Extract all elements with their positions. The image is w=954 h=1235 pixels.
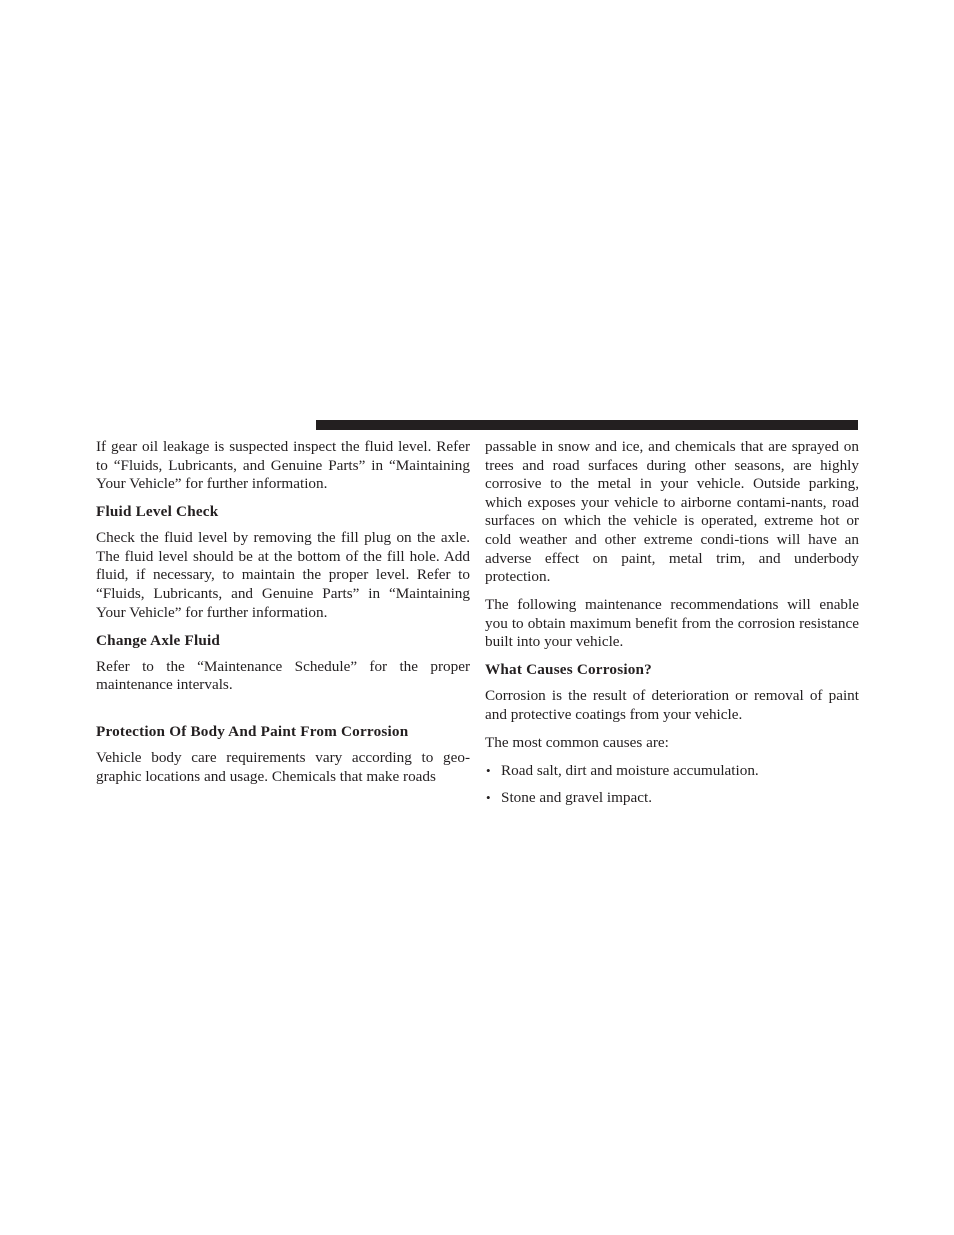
recommendations-paragraph: The following maintenance recommendations will enable you to obtain maximum benefit from the corrosion resistance built into your vehicle. [485, 596, 859, 651]
heading-change-axle-fluid: Change Axle Fluid [96, 631, 221, 649]
heading-fluid-level-check: Fluid Level Check [96, 503, 219, 521]
change-axle-fluid-paragraph: Refer to the “Maintenance Schedule” for the proper maintenance intervals. [96, 657, 470, 694]
protection-paragraph: Vehicle body care requirements vary according to geo-graphic locations and usage. Chemicals that make roads [96, 749, 470, 785]
heading-protection-from-corrosion: Protection Of Body And Paint From Corrosion [96, 723, 409, 741]
left-column [96, 438, 470, 796]
intro-paragraph: If gear oil leakage is suspected inspect the fluid level. Refer to “Fluids, Lubricants, and Genuine Parts” in “Maintaining Your Vehicle” for further information. [96, 438, 470, 493]
header-rule [316, 420, 858, 430]
bullet-icon: • [486, 762, 491, 778]
causes-list [485, 762, 859, 808]
right-column [485, 438, 859, 816]
list-item-text: Stone and gravel impact. [501, 788, 652, 806]
list-item [485, 762, 859, 781]
what-causes-paragraph: Corrosion is the result of deterioration or removal of paint and protective coatings from your vehicle. [485, 687, 859, 723]
list-item [485, 789, 859, 808]
heading-what-causes-corrosion: What Causes Corrosion? [485, 661, 652, 679]
section-spacer [96, 704, 470, 723]
causes-intro: The most common causes are: [485, 733, 669, 751]
bullet-icon: • [486, 789, 491, 805]
fluid-level-check-paragraph: Check the fluid level by removing the fill plug on the axle. The fluid level should be at the bottom of the fill hole. Add fluid, if necessary, to maintain the proper level. Refer to “Fluids, Lubricants, and Genuine Parts” in “Maintaining Your Vehicle” for further information. [96, 529, 470, 621]
corrosion-continued-paragraph: passable in snow and ice, and chemicals that are sprayed on trees and road surfaces during other seasons, are highly corrosive to the metal in your vehicle. Outside parking, which exposes your vehicle to airborne contami-nants, road surfaces on which the vehicle is operated, extreme hot or cold weather and other extreme condi-tions will have an adverse effect on paint, metal trim, and underbody protection. [485, 438, 859, 586]
list-item-text: Road salt, dirt and moisture accumulation. [501, 761, 759, 779]
